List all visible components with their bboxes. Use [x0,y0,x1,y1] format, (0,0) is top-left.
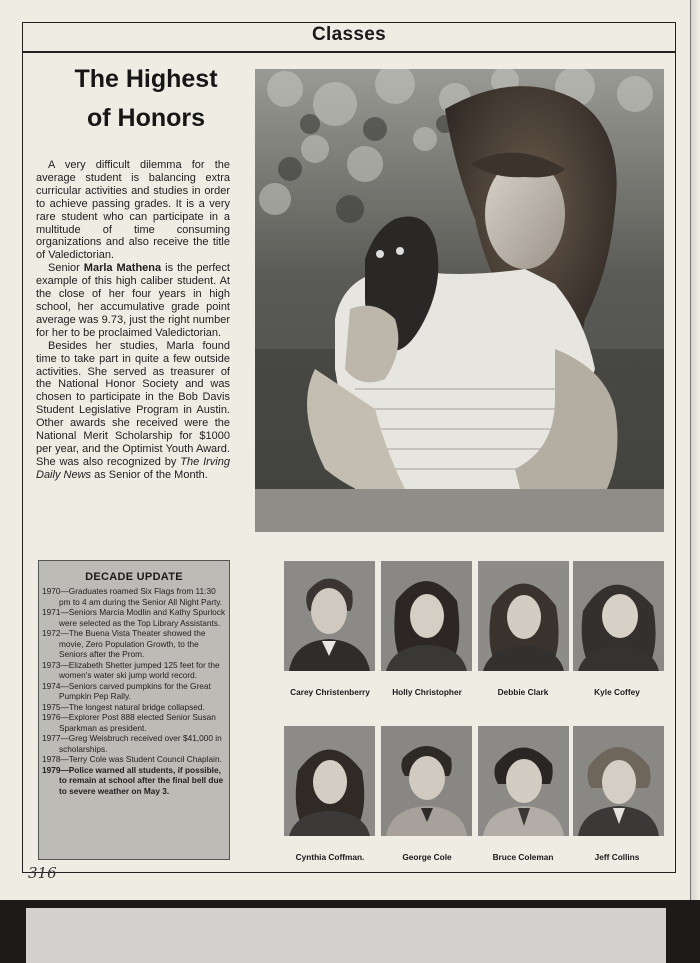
decade-item-1974: 1974—Seniors carved pumpkins for the Great Pumpkin Pep Rally. [42,680,211,701]
portrait-photo [573,561,664,671]
portrait-photo [478,561,569,671]
article-text: Besides her studies, Marla found time to take part in quite a few outside activities. She served as treasurer of the National Honor Society and was chosen to participate in the Bob Davis Student Legislative Program in Austin. Other awards she received were the National Merit Scholarship for $1000 per year, and the Optimist Youth Award. She was also recognized by [36,339,230,468]
article-text: Senior [48,262,84,275]
article-text: as Senior of the Month. [91,468,208,481]
decade-item-1979: 1979—Police warned all students, if possible, to remain at school after the final bell due to severe weather on May 3. [42,764,224,796]
decade-update-list [42,586,228,796]
section-title: Classes [312,24,386,45]
scanner-bed [26,908,666,963]
portrait-photo [284,561,375,671]
decade-item-1971: 1971—Seniors Marcia Modlin and Kathy Spurlock were selected as the Top Library Assistants. [42,607,226,628]
article-paragraph-1: A very difficult dilemma for the average student is balancing extra curricular activities and studies in order to achieve passing grades. It is a very rare student who can participate in a multitude of time consuming organizations and also receive the title of Valedictorian. [36,159,230,262]
portrait-photo [573,726,664,836]
portrait-caption: Jeff Collins [594,852,640,862]
portrait-caption: Cynthia Coffman. [295,852,365,862]
valedictorian-photo [255,69,664,532]
decade-item-1976: 1976—Explorer Post 888 elected Senior Susan Sparkman as president. [42,712,216,733]
portrait-photo [478,726,569,836]
article-paragraph-2 [36,262,230,339]
decade-item-1978: 1978—Terry Cole was Student Council Chaplain. [42,754,222,764]
article-paragraph-3 [36,340,230,482]
portrait-caption: Debbie Clark [497,687,549,697]
portrait-caption: Carey Christenberry [290,687,370,697]
portrait-photo [381,561,472,671]
article-text: is the perfect example of this high caliber student. At the close of her four years in high school, her accumulative grade point average was 9.73, just the right number for her to be proclaimed Valedictorian. [36,262,230,339]
decade-item-1977: 1977—Greg Weisbruch received over $41,000 in scholarships. [42,733,222,754]
portrait-caption: Kyle Coffey [594,687,640,697]
facing-page-edge [690,0,700,900]
portrait-caption: George Cole [402,852,452,862]
portrait-caption: Bruce Coleman [492,852,554,862]
decade-update-title: DECADE UPDATE [85,571,183,583]
decade-item-1972: 1972—The Buena Vista Theater showed the movie, Zero Population Growth, to the Seniors after the Prom. [42,628,206,659]
headline [36,60,256,138]
portrait-caption: Holly Christopher [392,687,462,697]
portrait-photo [284,726,375,836]
valedictorian-name: Marla Mathena [83,262,162,275]
decade-update-box [38,560,230,860]
article-body [36,159,230,482]
newspaper-title: The Irving Daily News [36,455,230,481]
headline-line-2: of Honors [86,104,206,132]
page-number: 316 [28,864,57,882]
decade-item-1975: 1975—The longest natural bridge collapsed. [42,701,205,712]
header-rule [22,51,676,53]
decade-item-1970: 1970—Graduates roamed Six Flags from 11:30 pm to 4 am during the Senior All Night Party. [42,586,223,607]
decade-item-1973: 1973—Elizabeth Shetter jumped 125 feet for the women's water ski jump world record. [42,659,220,680]
portrait-photo [381,726,472,836]
headline-line-1: The Highest [74,65,218,93]
